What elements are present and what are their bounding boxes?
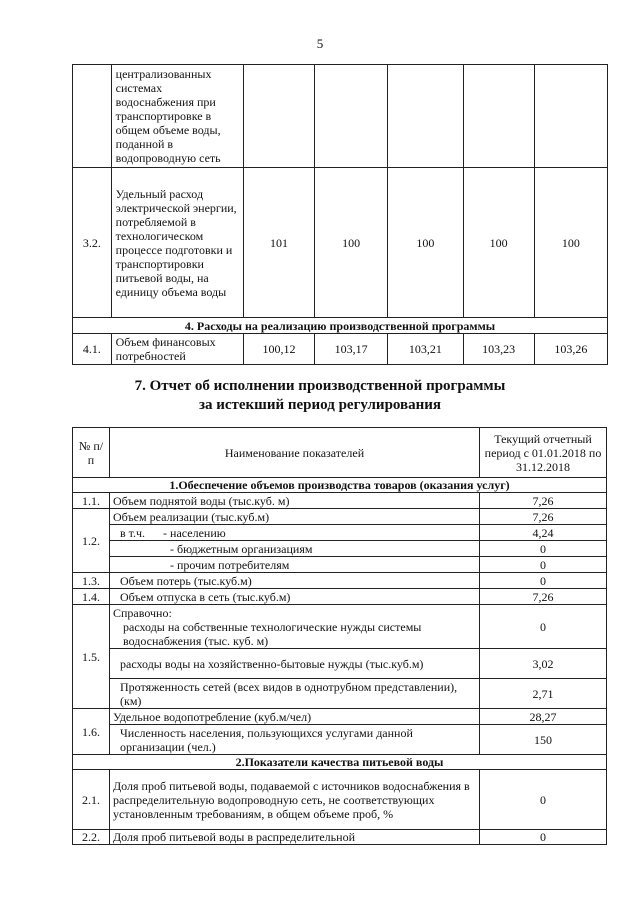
table-cell: 100 [534,168,607,318]
indicators-table-continued [72,64,608,365]
row-number: 2.1. [73,770,110,830]
table-row [73,725,607,755]
table-row [73,168,608,318]
table-row [73,589,607,605]
table-cell [315,65,388,168]
row-value: 7,26 [480,509,607,525]
table-row [73,573,607,589]
row-number [73,65,112,168]
table-row [73,65,608,168]
row-name [110,605,480,649]
row-value: 3,02 [480,649,607,679]
row-value: 0 [480,557,607,573]
row-name: Объем поднятой воды (тыс.куб. м) [110,493,480,509]
table-row [73,509,607,525]
row-subname: - населению [163,525,226,540]
row-name: Объем отпуска в сеть (тыс.куб.м) [110,589,480,605]
row-value: 0 [480,830,607,845]
row-number: 1.6. [73,709,110,755]
table-row [73,493,607,509]
section-header-row [73,318,608,334]
row-name: расходы воды на хозяйственно-бытовые нужды (тыс.куб.м) [110,649,480,679]
table-cell: 103,26 [534,334,607,365]
table-cell: 103,17 [315,334,388,365]
row-subname: расходы на собственные технологические нужды системы водоснабжения (тыс. куб. м) [123,619,422,648]
table-cell [463,65,534,168]
row-value: 4,24 [480,525,607,541]
section-header: 2.Показатели качества питьевой воды [73,755,607,770]
table-row [73,541,607,557]
row-name: Протяженность сетей (всех видов в однотрубном представлении), (км) [110,679,480,709]
row-value: 28,27 [480,709,607,725]
table-cell [243,65,314,168]
row-description: Удельный расход электрической энергии, потребляемой в технологическом процессе подготовки и транспортировки питьевой воды, на единицу объема воды [111,168,243,318]
row-value: 2,71 [480,679,607,709]
table-row [73,649,607,679]
table-header-row [73,428,607,478]
row-number: 3.2. [73,168,112,318]
row-prefix: в т.ч. [120,525,146,540]
row-name [110,525,480,541]
row-value: 0 [480,770,607,830]
row-value: 150 [480,725,607,755]
row-label: Справочно: [113,605,172,620]
table-cell: 100 [388,168,463,318]
row-description: Объем финансовых потребностей [111,334,243,365]
table-row [73,334,608,365]
row-name: Объем потерь (тыс.куб.м) [110,573,480,589]
header-name: Наименование показателей [110,428,480,478]
table-cell: 103,21 [388,334,463,365]
table-row [73,709,607,725]
row-name: Численность населения, пользующихся услугами данной организации (чел.) [110,725,480,755]
section-header-row [73,478,607,493]
table-cell: 100,12 [243,334,314,365]
row-number: 1.2. [73,509,110,573]
table-row [73,557,607,573]
table-cell [534,65,607,168]
row-number: 4.1. [73,334,112,365]
row-number: 1.4. [73,589,110,605]
table-row [73,830,607,845]
row-name: Удельное водопотребление (куб.м/чел) [110,709,480,725]
table-cell: 100 [315,168,388,318]
row-description: централизованных системах водоснабжения при транспортировке в общем объеме воды, поданной в водопроводную сеть [111,65,243,168]
row-value: 0 [480,541,607,557]
table-row [73,679,607,709]
row-name: Доля проб питьевой воды в распределительной [110,830,480,845]
row-value: 7,26 [480,493,607,509]
row-number: 2.2. [73,830,110,845]
row-number: 1.3. [73,573,110,589]
row-name: - бюджетным организациям [110,541,480,557]
table-cell [388,65,463,168]
page-number: 5 [316,36,324,51]
table-row [73,525,607,541]
table-cell: 103,23 [463,334,534,365]
row-name: Объем реализации (тыс.куб.м) [110,509,480,525]
table-cell: 100 [463,168,534,318]
row-number: 1.1. [73,493,110,509]
table-cell: 101 [243,168,314,318]
row-name: Доля проб питьевой воды, подаваемой с источников водоснабжения в распределительную водопроводную сеть, не соответствующих установленным требованиям, в общем объеме проб, % [110,770,480,830]
row-value: 7,26 [480,589,607,605]
section-title-line1: 7. Отчет об исполнении производственной программы [134,378,506,394]
row-name: - прочим потребителям [110,557,480,573]
header-number: № п/п [73,428,110,478]
row-number: 1.5. [73,605,110,709]
row-value: 0 [480,573,607,589]
row-value: 0 [480,605,607,649]
program-report-table [72,427,607,845]
section-header: 4. Расходы на реализацию производственной программы [73,318,608,334]
section-title-line2: за истекший период регулирования [198,397,442,413]
table-row [73,605,607,649]
table-row [73,770,607,830]
section-header-row [73,755,607,770]
section-header: 1.Обеспечение объемов производства товаров (оказания услуг) [73,478,607,493]
header-period: Текущий отчетный период с 01.01.2018 по 31.12.2018 [480,428,607,478]
